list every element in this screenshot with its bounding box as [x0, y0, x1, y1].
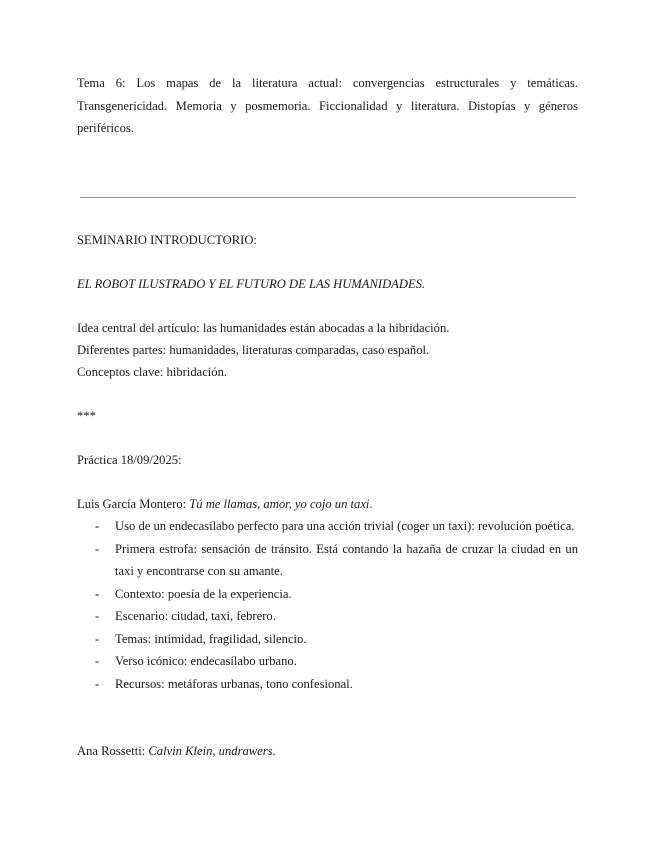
horizontal-divider — [80, 197, 576, 198]
bullet-dash: - — [95, 676, 100, 691]
parts-line: Diferentes partes: humanidades, literaturas comparadas, caso español. — [77, 343, 430, 357]
list-item — [77, 583, 578, 606]
poem-1-line — [77, 493, 373, 516]
poem-2-author: Ana Rossetti: — [77, 744, 149, 758]
bullet-dash: - — [95, 631, 100, 646]
bullet-dash: - — [95, 541, 100, 556]
article-title: EL ROBOT ILUSTRADO Y EL FUTURO DE LAS HUMANIDADES. — [77, 277, 426, 291]
list-item — [77, 515, 578, 538]
list-item — [77, 538, 578, 583]
poem-1-author: Luis García Montero: — [77, 497, 190, 511]
list-item — [77, 605, 578, 628]
poem-1-title: Tú me llamas, amor, yo cojo un taxi — [189, 497, 370, 511]
practice-heading: Práctica 18/09/2025: — [77, 453, 182, 467]
list-item-text: Temas: intimidad, fragilidad, silencio. — [115, 631, 307, 646]
list-item-text: Contexto: poesía de la experiencia. — [115, 586, 292, 601]
analysis-bullet-list — [77, 515, 578, 695]
topic-paragraph: Tema 6: Los mapas de la literatura actual: convergencias estructurales y temáticas. Transgenericidad. Memoria y posmemoria. Ficcionalidad y literatura. Distopías y géneros periféricos. — [77, 76, 578, 135]
bullet-dash: - — [95, 586, 100, 601]
bullet-dash: - — [95, 654, 100, 668]
list-item — [77, 628, 578, 651]
key-concepts-line: Conceptos clave: hibridación. — [77, 365, 228, 379]
seminar-heading: SEMINARIO INTRODUCTORIO: — [77, 233, 257, 247]
list-item — [77, 673, 578, 696]
list-item-text: Uso de un endecasílabo perfecto para una acción trivial (coger un taxi): revolución poética. — [115, 519, 575, 533]
list-item — [77, 650, 578, 673]
poem-1-title-end: . — [369, 497, 373, 511]
list-item-text: Verso icónico: endecasílabo urbano. — [115, 654, 297, 668]
bullet-dash: - — [95, 609, 100, 623]
bullet-dash: - — [95, 519, 100, 533]
poem-2-line — [77, 740, 276, 763]
list-item-text: Recursos: metáforas urbanas, tono confesional. — [115, 676, 353, 691]
list-item-text: Primera estrofa: sensación de tránsito. Está contando la hazaña de cruzar la ciudad en un taxi y encontrarse con su amante. — [115, 541, 578, 578]
list-item-text: Escenario: ciudad, taxi, febrero. — [115, 609, 276, 623]
central-idea-line: Idea central del artículo: las humanidades están abocadas a la hibridación. — [77, 321, 450, 335]
separator-stars: *** — [77, 409, 96, 423]
poem-2-title: Calvin Klein, undrawers. — [148, 744, 276, 758]
